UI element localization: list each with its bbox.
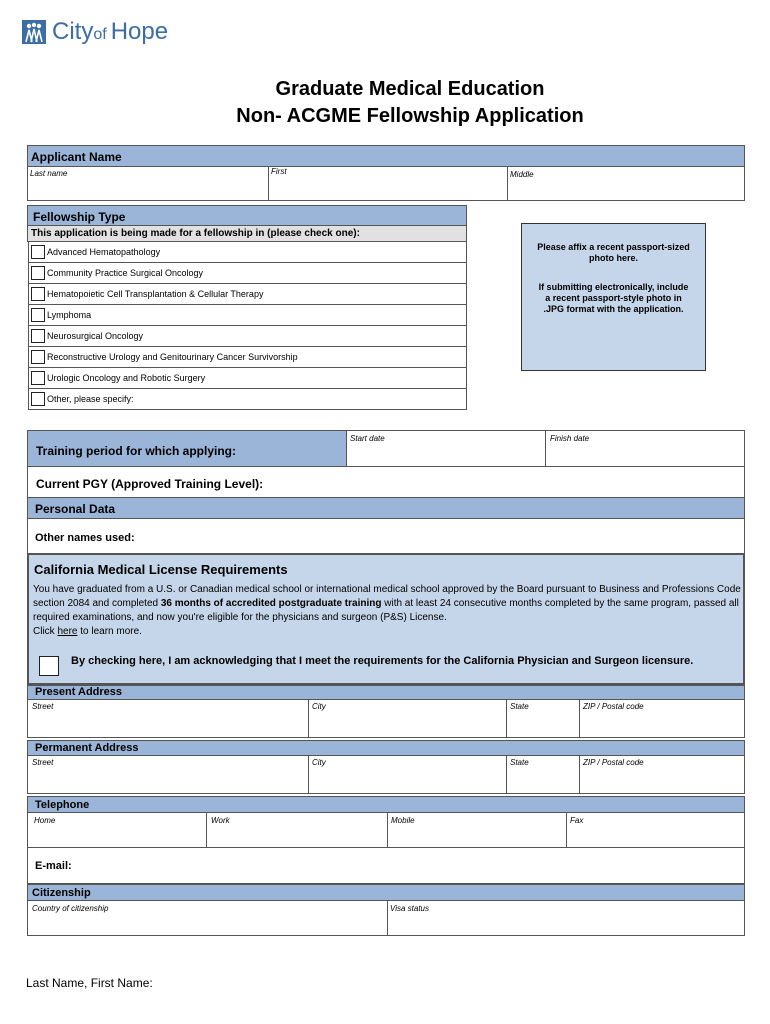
start-date-field[interactable]: Start date <box>350 434 385 443</box>
license-text-part2: with at least 24 consecutive months completed by the same program, passed all required examinations, and now you're eligible for the physicians and surgeon (P&S) License. <box>33 598 739 623</box>
fellowship-option-label: Other, please specify: <box>47 394 134 404</box>
fellowship-option-label: Advanced Hematopathology <box>47 247 161 257</box>
license-text-bold: 36 months of accredited postgraduate training <box>160 598 382 609</box>
fellowship-option[interactable] <box>28 326 467 347</box>
other-names-field[interactable] <box>27 518 745 554</box>
email-field[interactable] <box>27 847 745 884</box>
license-ack-text: By checking here, I am acknowledging that I meet the requirements for the California Physician and Surgeon licensure. <box>71 655 694 667</box>
logo-text-city: City <box>52 18 94 45</box>
checkbox[interactable] <box>31 308 45 322</box>
fellowship-option-label: Lymphoma <box>47 310 92 320</box>
fellowship-option[interactable] <box>28 347 467 368</box>
present-state-field[interactable]: State <box>510 702 529 711</box>
checkbox[interactable] <box>31 287 45 301</box>
license-learn-more-link[interactable]: here <box>57 626 78 637</box>
license-title: California Medical License Requirements <box>34 562 288 577</box>
other-names-label: Other names used: <box>35 532 135 544</box>
fellowship-option[interactable] <box>28 368 467 389</box>
training-row <box>27 430 745 467</box>
checkbox[interactable] <box>31 392 45 406</box>
present-zip-field[interactable]: ZIP / Postal code <box>583 702 644 711</box>
finish-date-field[interactable]: Finish date <box>550 434 590 443</box>
middle-name-field[interactable]: Middle <box>510 170 534 179</box>
fax-field[interactable]: Fax <box>570 816 584 825</box>
license-click-prefix: Click <box>33 626 58 637</box>
email-label: E-mail: <box>35 860 72 872</box>
fellowship-option-label: Hematopoietic Cell Transplantation & Cellular Therapy <box>47 289 264 299</box>
applicant-section-header <box>27 145 745 167</box>
permanent-address-label: Permanent Address <box>35 742 139 754</box>
permanent-street-field[interactable]: Street <box>32 758 54 767</box>
title-line-1: Graduate Medical Education <box>275 78 545 100</box>
photo-placeholder[interactable] <box>521 223 706 371</box>
citizenship-label: Citizenship <box>32 887 91 899</box>
title-line-2: Non- ACGME Fellowship Application <box>236 105 584 127</box>
present-address-header <box>27 685 745 700</box>
fellowship-option[interactable] <box>28 242 467 263</box>
applicant-name-row <box>27 166 745 201</box>
fellowship-option[interactable] <box>28 284 467 305</box>
checkbox[interactable] <box>31 350 45 364</box>
fellowship-label: Fellowship Type <box>33 210 126 224</box>
telephone-row <box>27 812 745 848</box>
home-phone-field[interactable]: Home <box>34 816 56 825</box>
permanent-zip-field[interactable]: ZIP / Postal code <box>583 758 644 767</box>
footer-name-label: Last Name, First Name: <box>26 976 153 990</box>
visa-status-field[interactable]: Visa status <box>390 904 429 913</box>
pgy-label: Current PGY (Approved Training Level): <box>36 477 264 491</box>
permanent-address-row <box>27 755 745 794</box>
logo <box>22 18 192 48</box>
pgy-field[interactable] <box>27 466 745 498</box>
permanent-city-field[interactable]: City <box>312 758 326 767</box>
license-section <box>27 553 745 685</box>
telephone-label: Telephone <box>35 799 90 811</box>
personal-section-header <box>27 497 745 519</box>
license-ack-checkbox[interactable] <box>39 656 59 676</box>
present-address-label: Present Address <box>35 686 123 698</box>
applicant-label: Applicant Name <box>31 150 122 164</box>
permanent-state-field[interactable]: State <box>510 758 529 767</box>
fellowship-option[interactable] <box>28 389 467 410</box>
citizenship-row <box>27 900 745 936</box>
present-city-field[interactable]: City <box>312 702 326 711</box>
checkbox[interactable] <box>31 245 45 259</box>
mobile-phone-field[interactable]: Mobile <box>391 816 415 825</box>
fellowship-option[interactable] <box>28 263 467 284</box>
fellowship-option-label: Reconstructive Urology and Genitourinary Cancer Survivorship <box>47 352 298 362</box>
checkbox[interactable] <box>31 329 45 343</box>
license-text-part1: You have graduated from a U.S. or Canadian medical school or international medical school approved by the Board pursuant to Business and Professions Code section 2084 and completed <box>33 584 741 609</box>
country-field[interactable]: Country of citizenship <box>32 904 109 913</box>
fellowship-section-header <box>27 205 467 226</box>
fellowship-option-label: Neurosurgical Oncology <box>47 331 144 341</box>
work-phone-field[interactable]: Work <box>211 816 230 825</box>
photo-instruction-2: If submitting electronically, include a recent passport-style photo in .JPG format with the application. <box>538 282 689 314</box>
logo-text-hope: Hope <box>110 18 169 45</box>
present-address-row <box>27 699 745 738</box>
checkbox[interactable] <box>31 371 45 385</box>
checkbox[interactable] <box>31 266 45 280</box>
logo-icon <box>22 20 46 44</box>
telephone-header <box>27 796 745 813</box>
last-name-field[interactable]: Last name <box>30 169 68 178</box>
page-title <box>0 76 770 130</box>
permanent-address-header <box>27 740 745 756</box>
fellowship-option-label: Urologic Oncology and Robotic Surgery <box>47 373 206 383</box>
fellowship-option[interactable] <box>28 305 467 326</box>
fellowship-instruction <box>27 225 467 242</box>
personal-label: Personal Data <box>35 502 116 516</box>
fellowship-option-label: Community Practice Surgical Oncology <box>47 268 204 278</box>
photo-instruction-1: Please affix a recent passport-sized photo here. <box>537 242 690 263</box>
first-name-field[interactable]: First <box>271 167 287 176</box>
license-text <box>33 583 741 639</box>
logo-text-of: of <box>93 26 107 43</box>
fellowship-instruction-text: This application is being made for a fellowship in (please check one): <box>31 228 360 239</box>
citizenship-header <box>27 884 745 901</box>
present-street-field[interactable]: Street <box>32 702 54 711</box>
training-label: Training period for which applying: <box>36 444 237 458</box>
license-click-suffix: to learn more. <box>77 626 142 637</box>
